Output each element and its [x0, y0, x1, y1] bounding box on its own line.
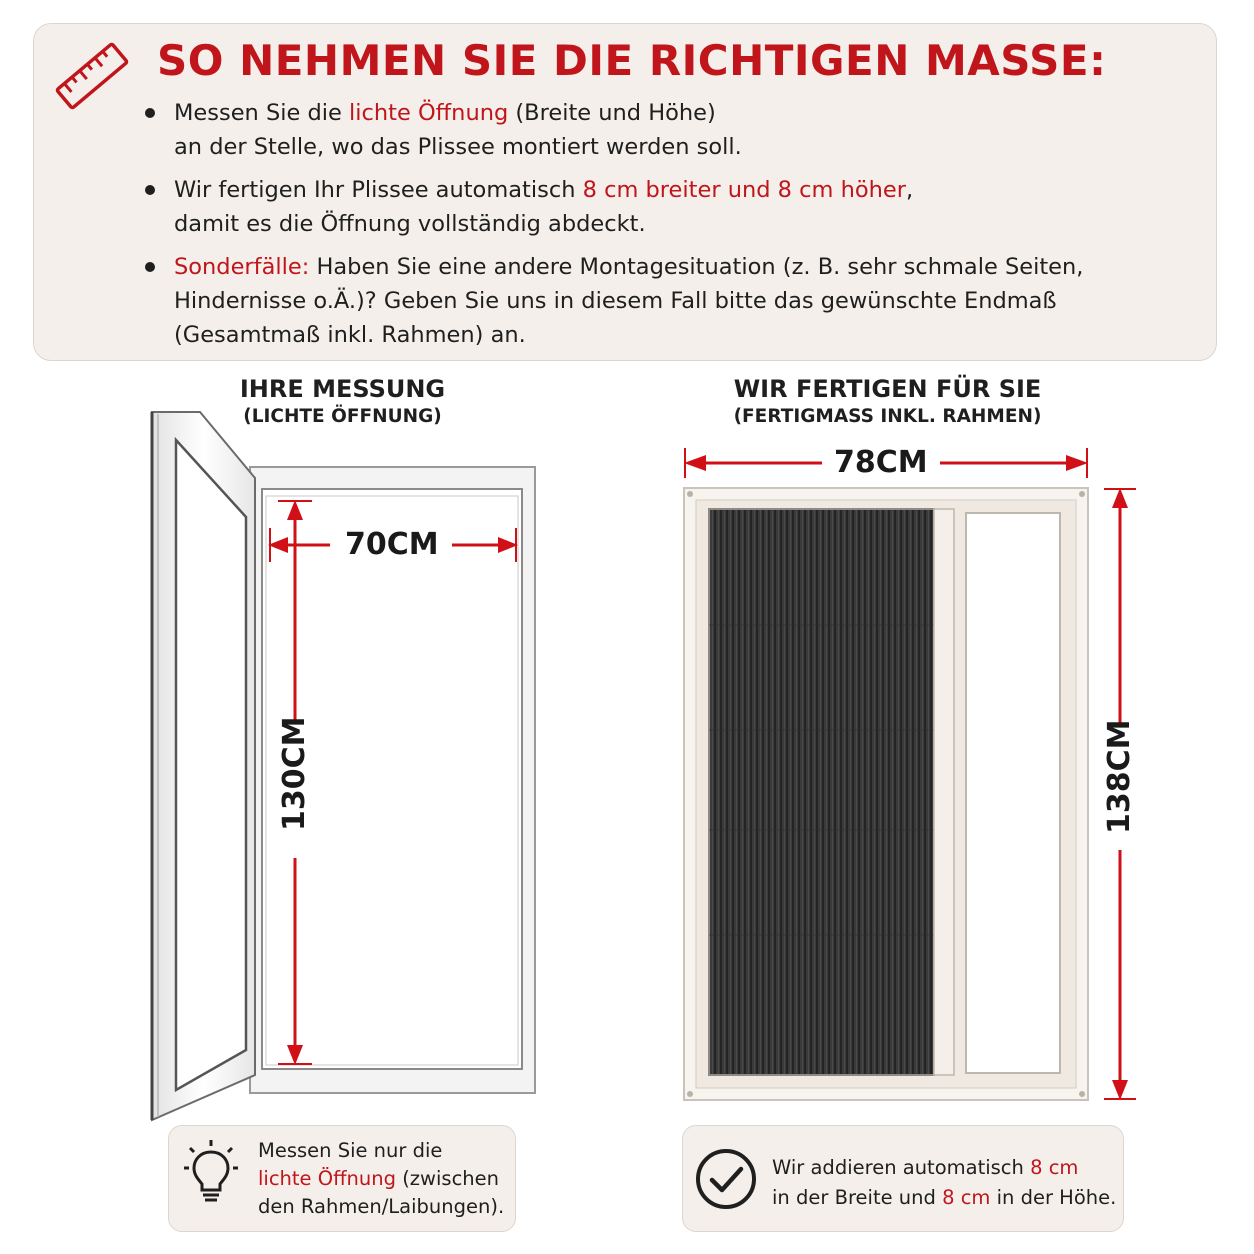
- right-subtitle: (FERTIGMASS INKL. RAHMEN): [733, 406, 1042, 427]
- highlight-text: lichte Öffnung: [258, 1167, 396, 1190]
- highlight-text: 8 cm: [1030, 1156, 1079, 1179]
- height-label: 138CM: [1102, 719, 1137, 834]
- tip-line: den Rahmen/Laibungen).: [258, 1195, 505, 1218]
- bullet-text: damit es die Öffnung vollständig abdeckt.: [174, 211, 646, 237]
- bullet-text: ,: [905, 177, 914, 203]
- note-text-part: in der Breite und: [772, 1186, 943, 1209]
- bullet-text: Wir fertigen Ihr Plissee automatisch: [174, 177, 583, 203]
- tip-line: Messen Sie nur die: [258, 1139, 443, 1162]
- highlight-text: lichte Öffnung: [349, 100, 509, 126]
- note-text-part: Wir addieren automatisch: [772, 1156, 1031, 1179]
- highlight-text: Sonderfälle:: [174, 254, 310, 280]
- note-line: [772, 1153, 1116, 1183]
- note-line: [772, 1183, 1116, 1213]
- highlight-text: 8 cm: [942, 1186, 991, 1209]
- bullet-text: (Gesamtmaß inkl. Rahmen) an.: [174, 322, 526, 348]
- bullet-text: Messen Sie die: [174, 100, 350, 126]
- width-label: 78CM: [834, 445, 928, 480]
- right-title: WIR FERTIGEN FÜR SIE: [733, 375, 1042, 403]
- highlight-text: 8 cm breiter und 8 cm höher: [582, 177, 906, 203]
- note-text-part: in der Höhe.: [990, 1186, 1117, 1209]
- page-title: SO NEHMEN SIE DIE RICHTIGEN MASSE:: [157, 36, 1107, 85]
- width-label: 70CM: [345, 527, 439, 562]
- left-title: IHRE MESSUNG: [239, 375, 446, 403]
- bullet-text: an der Stelle, wo das Plissee montiert werden soll.: [174, 134, 742, 160]
- bullet-text: (Breite und Höhe): [508, 100, 716, 126]
- note-text: [772, 1153, 1116, 1213]
- bullet-text: Haben Sie eine andere Montagesituation (z. B. sehr schmale Seiten,: [309, 254, 1084, 280]
- checkmark-icon: [694, 1147, 758, 1211]
- left-subtitle: (LICHTE ÖFFNUNG): [243, 406, 442, 427]
- tip-text-part: (zwischen: [396, 1167, 500, 1190]
- bullet-text: Hindernisse o.Ä.)? Geben Sie uns in diesem Fall bitte das gewünschte Endmaß: [174, 288, 1057, 314]
- height-label: 130CM: [277, 716, 312, 831]
